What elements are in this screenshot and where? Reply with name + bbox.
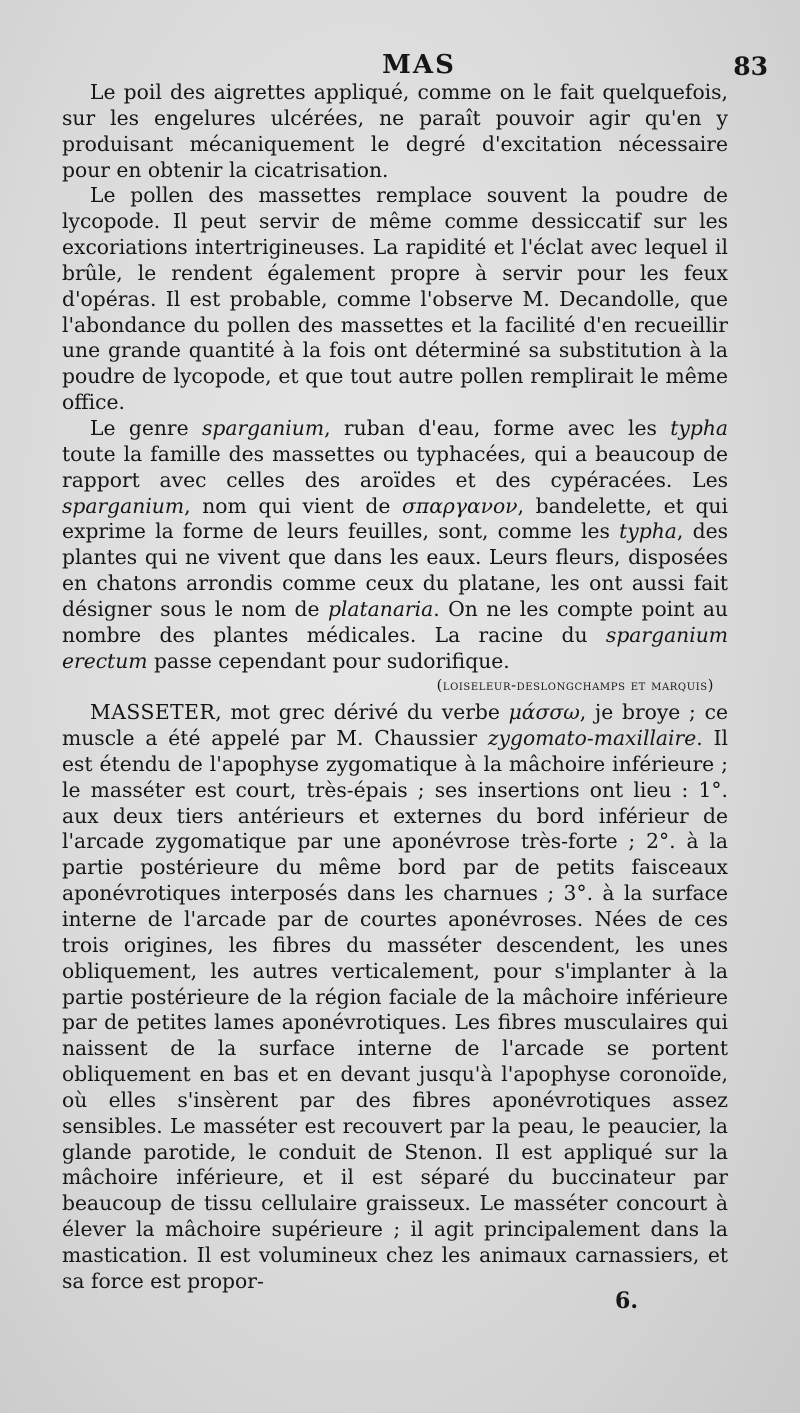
text-span: passe cependant pour sudorifique. (147, 648, 510, 673)
text-span: toute la famille des massettes ou typhacées, qui a beaucoup de rapport avec celles des aroïdes et des cypéracées. Les (62, 441, 728, 492)
paragraph-sparganium (62, 416, 728, 674)
signature-mark: 6. (615, 1288, 638, 1314)
text-span: , mot grec dérivé du verbe (215, 700, 509, 725)
italic-term: typha (670, 415, 729, 440)
entry-headword: MASSETER (90, 700, 216, 725)
greek-term: μάσσω (508, 700, 580, 725)
paragraph-aigrettes: Le poil des aigrettes appliqué, comme on le fait quelquefois, sur les engelures ulcérées, ne paraît pouvoir agir qu'en y produisant mécaniquement le degré d'excitation nécessaire pour en obtenir la cicatrisation. (62, 80, 728, 182)
running-head: MAS (382, 50, 456, 80)
text-span: , ruban d'eau, forme avec les (324, 415, 671, 440)
text-span: . On ne les compte point au nombre des plantes médicales. La racine du (62, 596, 728, 647)
text-span: , des plantes qui ne vivent que dans les eaux. Leurs fleurs, disposées en chatons arrondis comme ceux du platane, les ont aussi fait désigner sous le nom de (62, 519, 728, 621)
italic-term: zygomato-maxillaire (487, 726, 697, 751)
text-span: Le genre (90, 415, 202, 440)
italic-term: sparganium erectum (62, 622, 728, 673)
italic-term: platanaria (327, 596, 434, 621)
paragraph-masseter (62, 700, 728, 1294)
author-signature: (loiseleur-deslongchamps et marquis) (436, 678, 714, 695)
italic-term: typha (619, 519, 677, 544)
italic-term: sparganium (201, 415, 325, 440)
greek-term: σπαργανον (402, 493, 518, 518)
text-span: , je broye ; ce muscle a été appelé par M. Chaussier (62, 700, 728, 751)
text-span: , nom qui vient de (184, 493, 403, 518)
paragraph-pollen: Le pollen des massettes remplace souvent la poudre de lycopode. Il peut servir de même comme dessiccatif sur les excoriations intertrigineuses. La rapidité et l'éclat avec lequel il brûle, le rendent également propre à servir pour les feux d'opéras. Il est probable, comme l'observe M. Decandolle, que l'abondance du pollen des massettes et la facilité d'en recueillir une grande quantité à la fois ont déterminé sa substitution à la poudre de lycopode, et que tout autre pollen remplirait le même office. (62, 183, 728, 415)
text-span: , bandelette, et qui exprime la forme de leurs feuilles, sont, comme les (62, 493, 728, 544)
page-number: 83 (733, 52, 768, 81)
text-span: . Il est étendu de l'apophyse zygomatique à la mâchoire inférieure ; le masséter est court, très-épais ; ses insertions ont lieu : 1°. aux deux tiers antérieurs et externes du bord inférieur de l'arcade zygomatique par une aponévrose très-forte ; 2°. à la partie postérieure du même bord par de petits faisceaux aponévrotiques interposés dans les charnues ; 3°. à la surface interne de l'arcade par de courtes aponévroses. Nées de ces trois origines, les fibres du masséter descendent, les unes obliquement, les autres verticalement, pour s'implanter à la partie postérieure de la région faciale de la mâchoire inférieure par de petites lames aponévrotiques. Les fibres musculaires qui naissent de la surface interne de l'arcade se portent obliquement en bas et en devant jusqu'à l'apophyse coronoïde, où elles s'insèrent par des fibres aponévrotiques assez sensibles. Le masséter est recouvert par la peau, le peaucier, la glande parotide, le conduit de Stenon. Il est appliqué sur la mâchoire inférieure, et il est séparé du buccinateur par beaucoup de tissu cellulaire graisseux. Le masséter concourt à élever la mâchoire supérieure ; il agit principalement dans la mastication. Il est volumineux chez les animaux carnassiers, et sa force est propor- (62, 726, 728, 1293)
italic-term: sparganium (62, 493, 185, 518)
body-text (62, 80, 728, 1295)
